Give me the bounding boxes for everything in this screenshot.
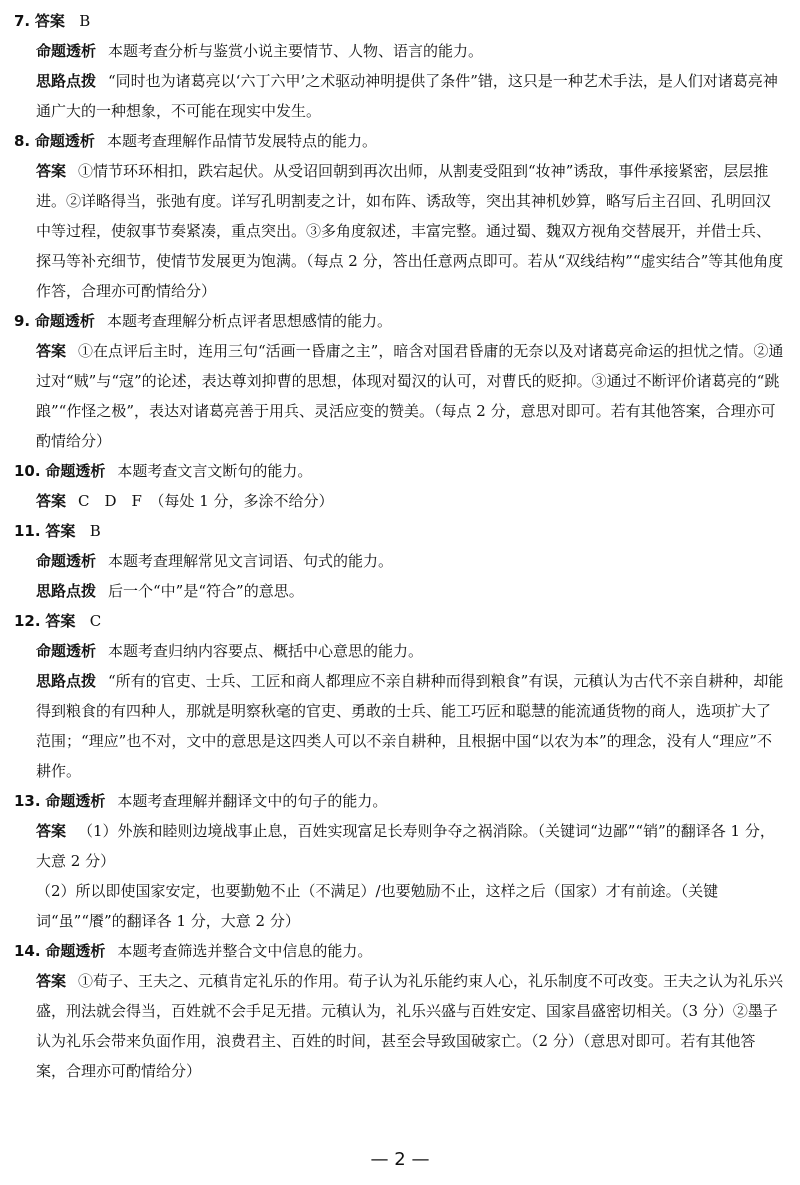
analysis-text: 本题考查筛选并整合文中信息的能力。	[117, 942, 373, 960]
answer-page	[14, 6, 790, 1166]
answer-text: B	[79, 12, 91, 30]
answer-label: 答案	[34, 12, 65, 30]
question-7	[14, 6, 784, 126]
answer-text-1: （1）外族和睦则边境战事止息，百姓实现富足长寿则争夺之祸消除。（关键词“边鄙”“销”的翻译各 1 分，大意 2 分）	[36, 822, 775, 870]
analysis-text: 本题考查理解作品情节发展特点的能力。	[106, 132, 377, 150]
analysis-text: 本题考查文言文断句的能力。	[117, 462, 313, 480]
question-13	[14, 786, 784, 936]
analysis-text: 本题考查分析与鉴赏小说主要情节、人物、语言的能力。	[108, 42, 484, 60]
analysis-label: 命题透析	[34, 132, 95, 150]
question-10	[14, 456, 784, 516]
answer-label: 答案	[36, 162, 67, 180]
analysis-label: 命题透析	[45, 942, 106, 960]
question-number: 8.	[14, 132, 31, 150]
analysis-label: 命题透析	[34, 312, 95, 330]
question-number: 11.	[14, 522, 41, 540]
analysis-text: 本题考查理解并翻译文中的句子的能力。	[117, 792, 388, 810]
analysis-label: 命题透析	[45, 792, 106, 810]
hint-label: 思路点拨	[36, 672, 97, 690]
analysis-text: 本题考查归纳内容要点、概括中心意思的能力。	[108, 642, 424, 660]
answer-label: 答案	[36, 342, 67, 360]
question-number: 13.	[14, 792, 41, 810]
answer-label: 答案	[36, 972, 67, 990]
question-9	[14, 306, 784, 456]
answer-text: B	[89, 522, 101, 540]
question-number: 7.	[14, 12, 31, 30]
answer-label: 答案	[45, 612, 76, 630]
question-number: 10.	[14, 462, 41, 480]
answer-text-2: （2）所以即使国家安定，也要勤勉不止（不满足）/也要勉励不止，这样之后（国家）才有前途。（关键词“虽”“餍”的翻译各 1 分，大意 2 分）	[36, 882, 719, 930]
question-number: 14.	[14, 942, 41, 960]
question-number: 9.	[14, 312, 31, 330]
analysis-text: 本题考查理解常见文言词语、句式的能力。	[108, 552, 394, 570]
answer-text: ①情节环环相扣，跌宕起伏。从受诏回朝到再次出师，从割麦受阻到“妆神”诱敌，事件承接紧密，层层推进。②详略得当，张弛有度。详写孔明割麦之计，如布阵、诱敌等，突出其神机妙算，略写后主召回、孔明回汉中等过程，使叙事节奏紧凑，重点突出。③多角度叙述，丰富完整。通过蜀、魏双方视角交替展开，并借士兵、探马等补充细节，使情节发展更为饱满。（每点 2 分，答出任意两点即可。若从“双线结构”“虚实结合”等其他角度作答，合理亦可酌情给分）	[36, 162, 784, 300]
hint-label: 思路点拨	[36, 72, 97, 90]
analysis-label: 命题透析	[45, 462, 106, 480]
question-11	[14, 516, 784, 606]
hint-label: 思路点拨	[36, 582, 97, 600]
answer-text: C	[89, 612, 102, 630]
hint-text: 后一个“中”是“符合”的意思。	[108, 582, 304, 600]
question-12	[14, 606, 784, 786]
analysis-label: 命题透析	[36, 552, 97, 570]
answer-label: 答案	[36, 822, 67, 840]
hint-text: “所有的官吏、士兵、工匠和商人都理应不亲自耕种而得到粮食”有误，元稹认为古代不亲自耕种，却能得到粮食的有四种人，那就是明察秋毫的官吏、勇敢的士兵、能工巧匠和聪慧的能流通货物的商人，选项扩大了范围；“理应”也不对，文中的意思是这四类人可以不亲自耕种，且根据中国“以农为本”的理念，没有人“理应”不耕作。	[36, 672, 784, 780]
analysis-label: 命题透析	[36, 42, 97, 60]
analysis-text: 本题考查理解分析点评者思想感情的能力。	[106, 312, 392, 330]
question-8	[14, 126, 784, 306]
answer-text: C D F （每处 1 分，多涂不给分）	[78, 492, 334, 510]
answer-label: 答案	[45, 522, 76, 540]
question-number: 12.	[14, 612, 41, 630]
answer-text: ①荀子、王夫之、元稹肯定礼乐的作用。荀子认为礼乐能约束人心，礼乐制度不可改变。王夫之认为礼乐兴盛，刑法就会得当，百姓就不会手足无措。元稹认为，礼乐兴盛与百姓安定、国家昌盛密切相关。（3 分）②墨子认为礼乐会带来负面作用，浪费君主、百姓的时间，甚至会导致国破家亡。（2 分）（意思对即可。若有其他答案，合理亦可酌情给分）	[36, 972, 784, 1080]
answer-text: ①在点评后主时，连用三句“活画一昏庸之主”，暗含对国君昏庸的无奈以及对诸葛亮命运的担忧之情。②通过对“贼”与“寇”的论述，表达尊刘抑曹的思想，体现对蜀汉的认可，对曹氏的贬抑。③通过不断评价诸葛亮的“跳踉”“作怪之极”，表达对诸葛亮善于用兵、灵活应变的赞美。（每点 2 分，意思对即可。若有其他答案，合理亦可酌情给分）	[36, 342, 784, 450]
analysis-label: 命题透析	[36, 642, 97, 660]
hint-text: “同时也为诸葛亮以‘六丁六甲’之术驱动神明提供了条件”错，这只是一种艺术手法，是人们对诸葛亮神通广大的一种想象，不可能在现实中发生。	[36, 72, 778, 120]
answer-label: 答案	[36, 492, 67, 510]
question-14	[14, 936, 784, 1086]
page-number: — 2 —	[370, 1149, 430, 1170]
